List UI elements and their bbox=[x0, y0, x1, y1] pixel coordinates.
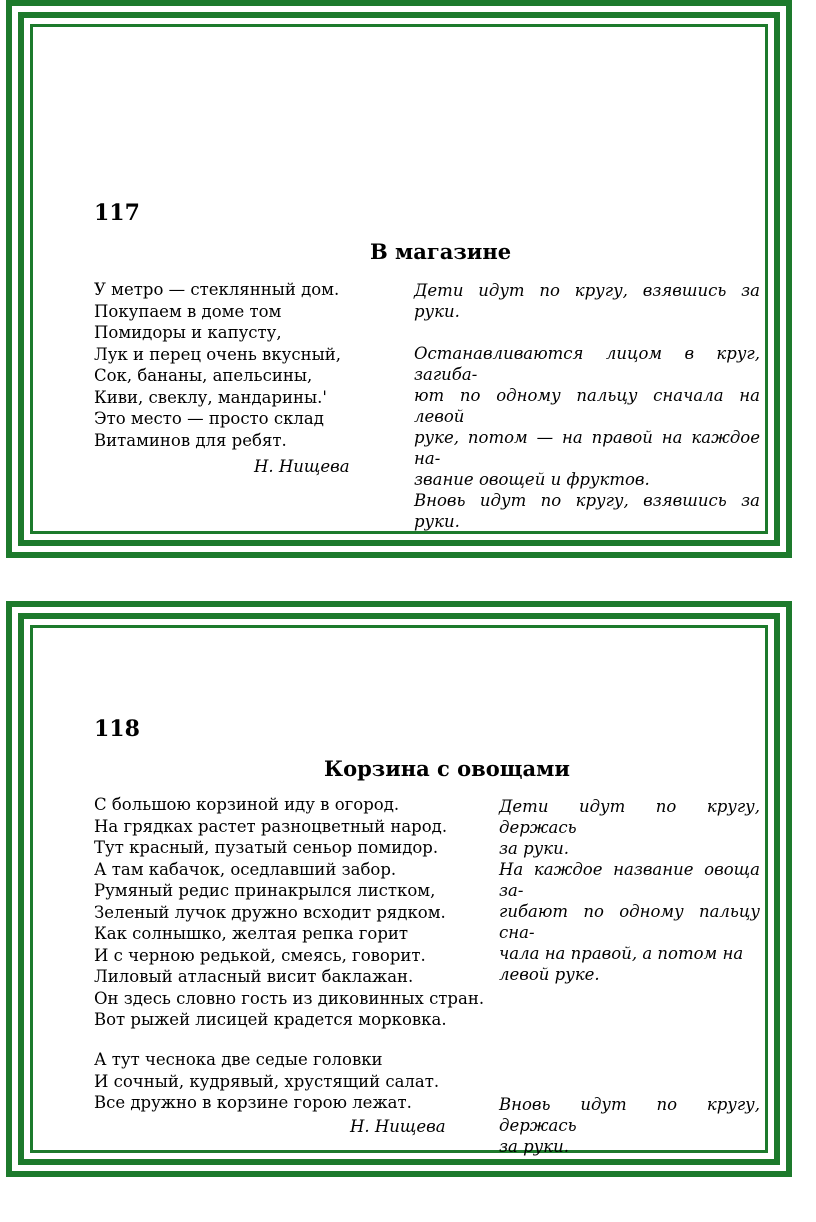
text-line: за руки. bbox=[499, 839, 569, 858]
card-title: Корзина с овощами bbox=[324, 756, 570, 781]
card-number: 118 bbox=[94, 716, 140, 742]
text-line: Дети идут по кругу, взявшись за руки. bbox=[414, 281, 760, 321]
text-line: Останавливаются лицом в круг, загиба- bbox=[414, 344, 760, 384]
text-line: Он здесь словно гость из диковинных стран. bbox=[94, 988, 485, 1008]
text-line: Сок, бананы, апельсины, bbox=[94, 366, 313, 385]
poem bbox=[94, 794, 484, 1031]
text-line: У метро — стеклянный дом. bbox=[94, 280, 340, 299]
text-line: А там кабачок, оседлавший забор. bbox=[94, 859, 397, 879]
text-line: чала на правой, а потом на bbox=[499, 944, 744, 963]
text-line: звание овощей и фруктов. bbox=[414, 470, 650, 489]
card-title: В магазине bbox=[370, 239, 512, 264]
text-line: На каждое название овоща за- bbox=[499, 860, 760, 900]
text-line: Все дружно в корзине горою лежат. bbox=[94, 1093, 412, 1112]
text-line: левой руке. bbox=[499, 965, 600, 984]
poem-author: Н. Нищева bbox=[254, 457, 350, 476]
text-line: ют по одному пальцу сначала на левой bbox=[414, 386, 760, 426]
text-line: Как солнышко, желтая репка горит bbox=[94, 924, 409, 943]
instructions bbox=[414, 280, 760, 532]
text-line: Это место — просто склад bbox=[94, 409, 324, 428]
card-number: 117 bbox=[94, 200, 140, 226]
text-line: Тут красный, пузатый сеньор помидор. bbox=[94, 838, 439, 857]
text-line: На грядках растет разноцветный народ. bbox=[94, 816, 448, 836]
text-line: гибают по одному пальцу сна- bbox=[499, 902, 760, 942]
text-line: Покупаем в доме том bbox=[94, 301, 282, 321]
instructions-bottom bbox=[499, 1094, 760, 1157]
card-117 bbox=[6, 0, 792, 558]
poem bbox=[94, 279, 341, 451]
text-line: за руки. bbox=[499, 1137, 569, 1156]
poem-continued bbox=[94, 1049, 439, 1114]
text-line: руке, потом — на правой на каждое на- bbox=[414, 428, 760, 468]
text-line: Витаминов для ребят. bbox=[94, 430, 287, 450]
text-line: Киви, свеклу, мандарины.' bbox=[94, 387, 327, 407]
text-line: Вновь идут по кругу, держась bbox=[499, 1095, 760, 1135]
text-line bbox=[414, 322, 760, 343]
instructions-top bbox=[499, 796, 760, 985]
text-line: И с черною редькой, смеясь, говорит. bbox=[94, 945, 426, 965]
text-line: С большою корзиной иду в огород. bbox=[94, 795, 400, 814]
text-line: Вновь идут по кругу, взявшись за руки. bbox=[414, 491, 760, 531]
text-line: А тут чеснока две седые головки bbox=[94, 1050, 383, 1069]
text-line: Помидоры и капусту, bbox=[94, 323, 282, 342]
text-line: Вот рыжей лисицей крадется морковка. bbox=[94, 1010, 447, 1029]
text-line: Лиловый атласный висит баклажан. bbox=[94, 967, 414, 986]
text-line: И сочный, кудрявый, хрустящий салат. bbox=[94, 1071, 440, 1091]
poem-author: Н. Нищева bbox=[350, 1117, 446, 1136]
text-line: Лук и перец очень вкусный, bbox=[94, 344, 341, 364]
text-line: Дети идут по кругу, держась bbox=[499, 797, 760, 837]
card-118 bbox=[6, 601, 792, 1177]
text-line: Зеленый лучок дружно всходит рядком. bbox=[94, 902, 446, 922]
text-line: Румяный редис принакрылся листком, bbox=[94, 881, 436, 900]
